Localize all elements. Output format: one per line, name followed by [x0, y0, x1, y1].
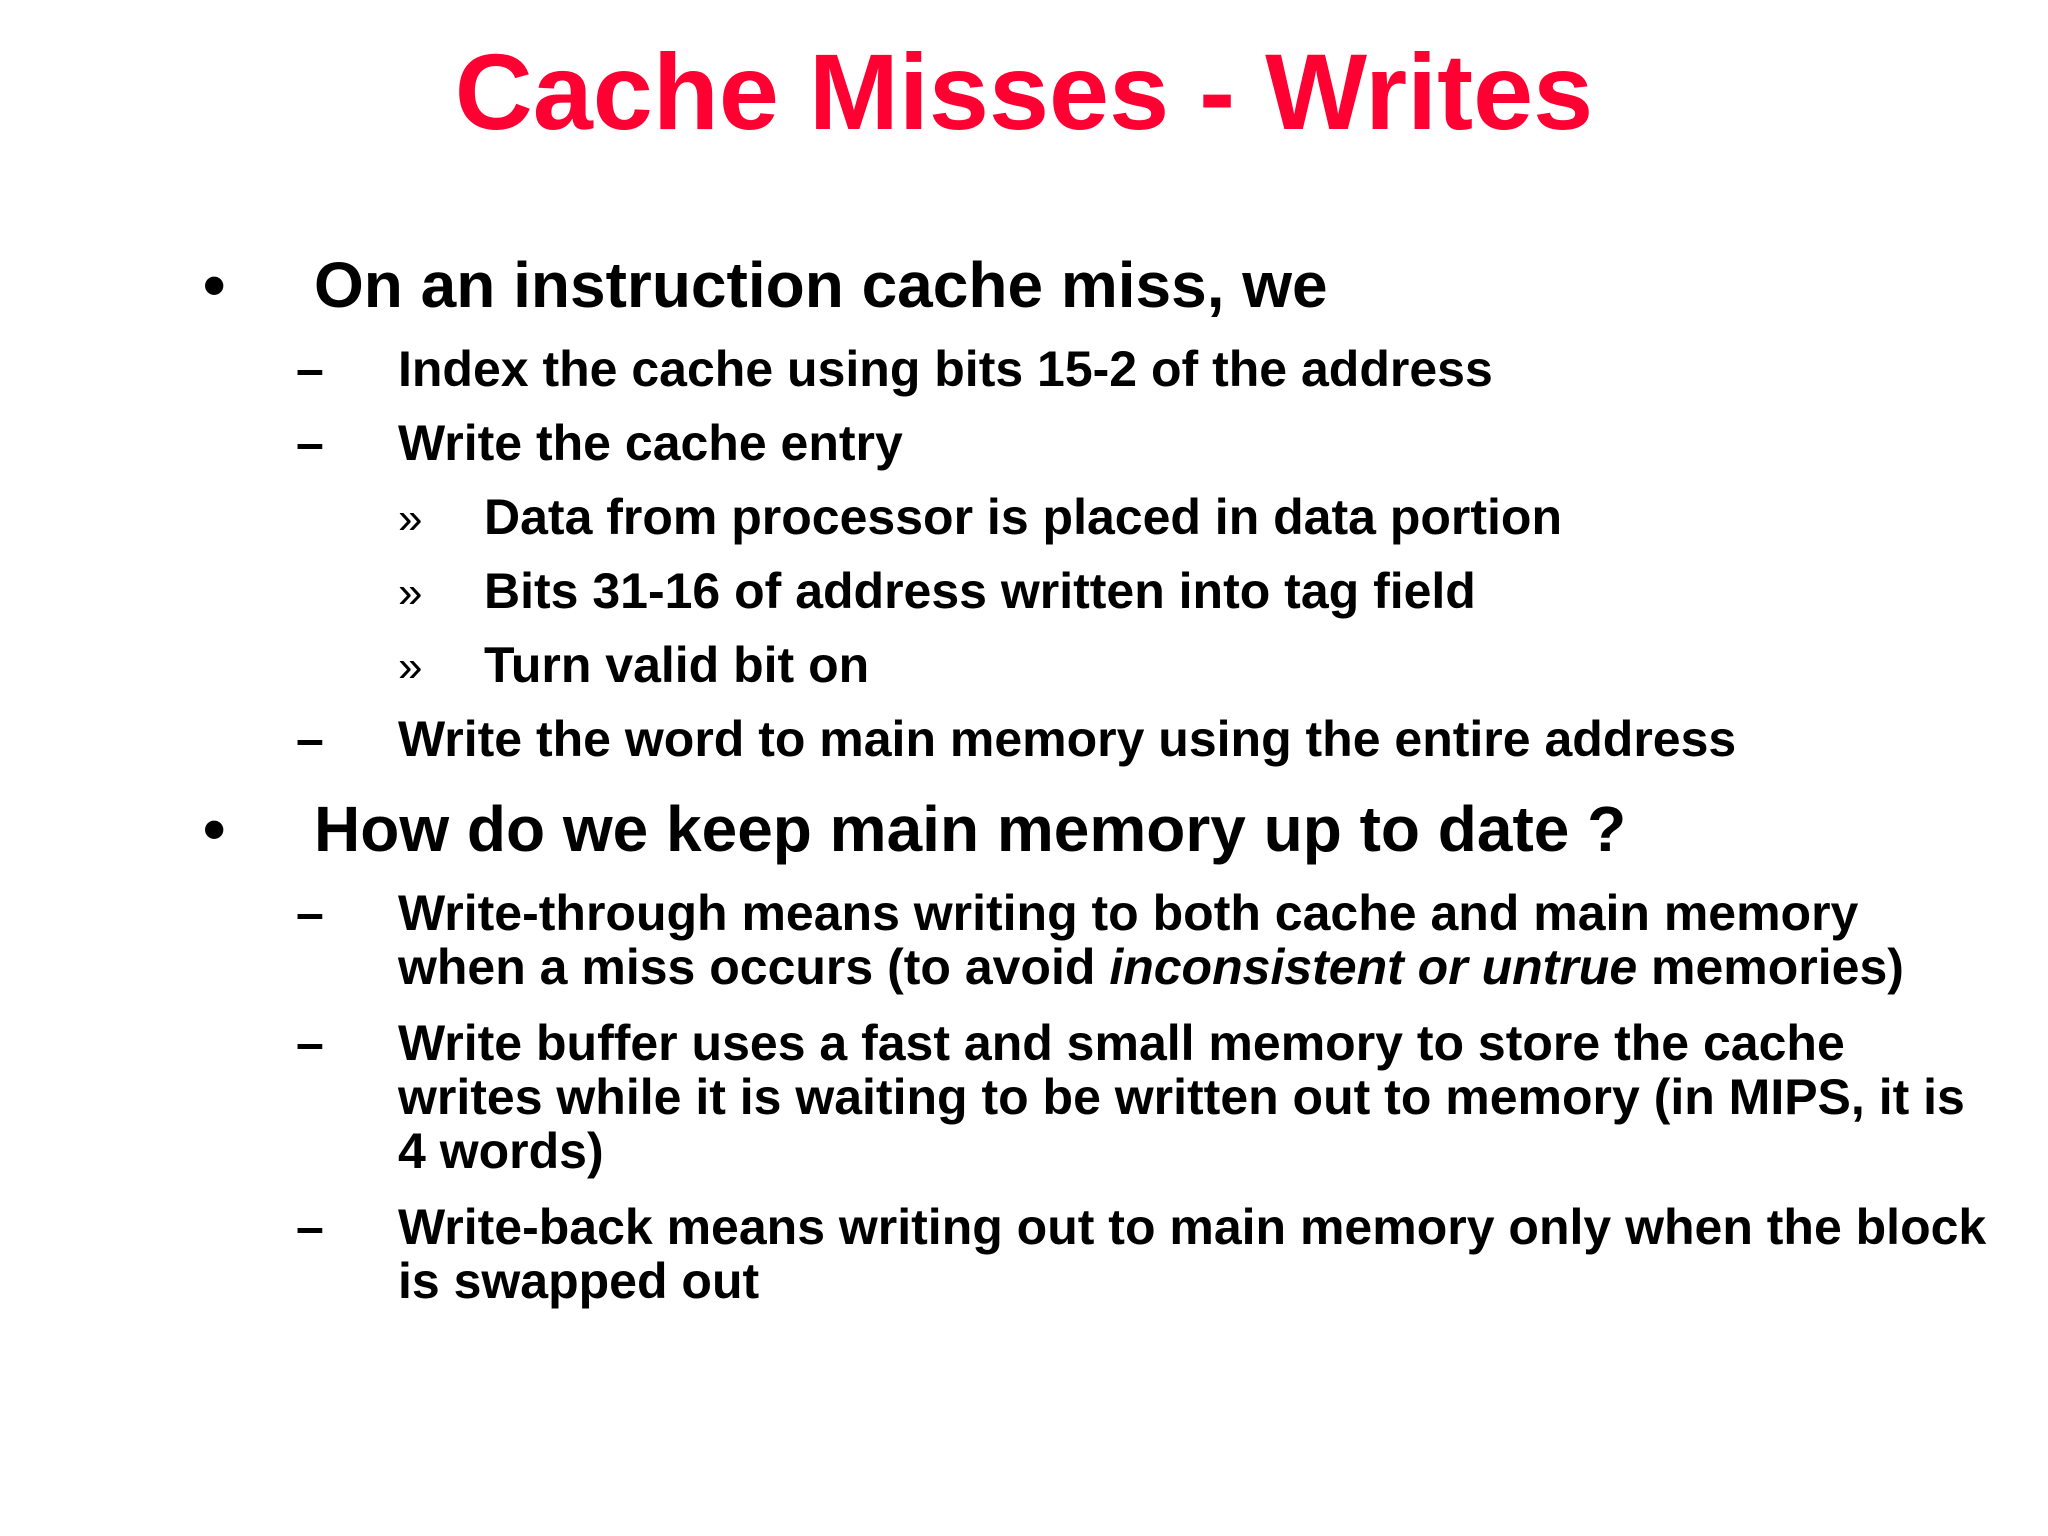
bullet-text: How do we keep main memory up to date ? [314, 793, 1627, 865]
emphasized-text: inconsistent or untrue [1109, 939, 1638, 995]
dash-marker: – [296, 711, 324, 767]
bullet-instruction-cache-miss [203, 249, 1328, 321]
dash-marker: – [296, 1015, 324, 1071]
bullet-marker: • [203, 793, 226, 865]
bullet-marker: • [203, 249, 226, 321]
chevron-marker: » [398, 568, 423, 617]
sub-item-text-line: is swapped out [398, 1253, 760, 1309]
sub-item-write-main-memory [296, 711, 1737, 767]
bullet-text: On an instruction cache miss, we [314, 249, 1328, 321]
chevron-marker: » [398, 494, 423, 543]
sub-sub-item-text: Bits 31-16 of address written into tag field [484, 563, 1476, 619]
sub-item-write-cache-entry [296, 415, 903, 471]
chevron-marker: » [398, 642, 423, 691]
sub-sub-item-text: Turn valid bit on [484, 637, 870, 693]
dash-marker: – [296, 341, 324, 397]
sub-item-text: Index the cache using bits 15-2 of the address [398, 341, 1493, 397]
sub-item-text-line [398, 940, 1904, 994]
sub-sub-item-valid-bit [398, 637, 870, 693]
sub-item-text-line: writes while it is waiting to be written out to memory (in MIPS, it is [398, 1069, 1965, 1125]
sub-item-text-line: Write-back means writing out to main memory only when the block [398, 1199, 1987, 1255]
sub-sub-item-text: Data from processor is placed in data portion [484, 489, 1563, 545]
sub-item-text-line: Write buffer uses a fast and small memory to store the cache [398, 1015, 1845, 1071]
dash-marker: – [296, 885, 324, 941]
bullet-keep-memory-up-to-date [203, 793, 1627, 865]
sub-item-index-cache [296, 341, 1493, 397]
sub-item-text: Write the word to main memory using the entire address [398, 711, 1737, 767]
sub-item-write-through [296, 885, 1904, 995]
sub-item-text-line: 4 words) [398, 1123, 604, 1179]
sub-sub-item-tag-field [398, 563, 1476, 619]
text-fragment: memories) [1637, 939, 1904, 995]
sub-sub-item-data-portion [398, 489, 1563, 545]
sub-item-write-buffer [296, 1015, 1965, 1179]
slide-title: Cache Misses - Writes [454, 31, 1594, 152]
text-fragment: when a miss occurs (to avoid [398, 939, 1110, 995]
sub-item-text-line: Write-through means writing to both cache and main memory [398, 885, 1859, 941]
sub-item-write-back [296, 1199, 1987, 1309]
dash-marker: – [296, 1199, 324, 1255]
dash-marker: – [296, 415, 324, 471]
sub-item-text: Write the cache entry [398, 415, 903, 471]
